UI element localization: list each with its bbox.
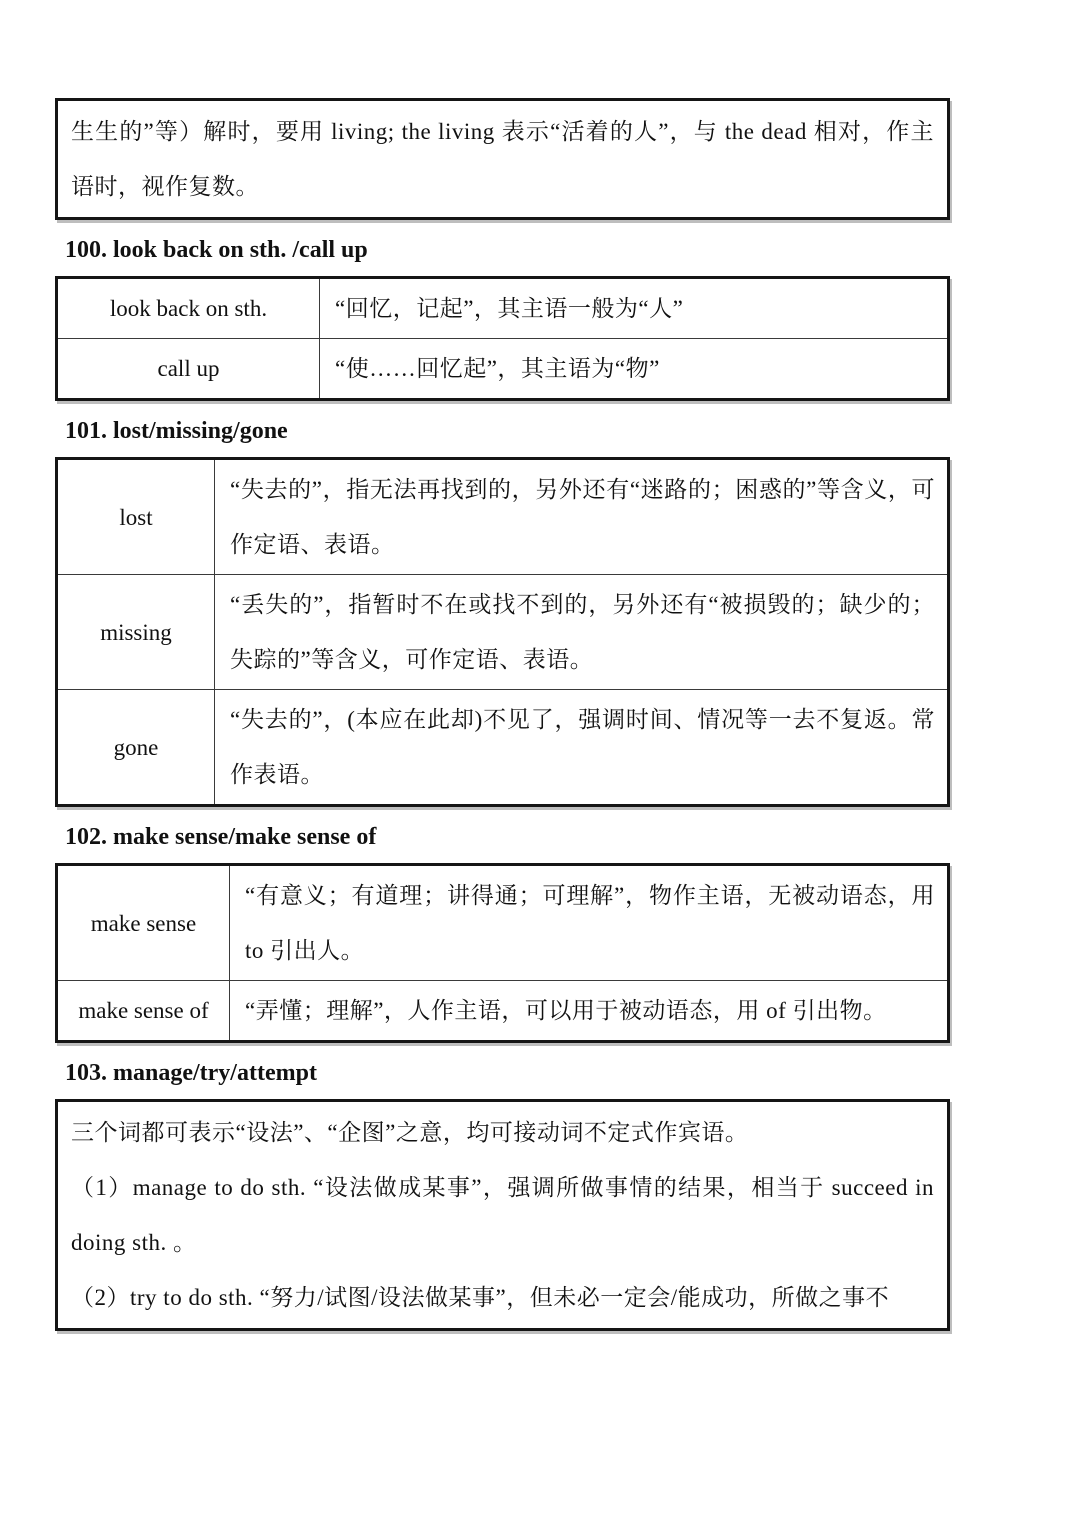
definition-cell: “有意义；有道理；讲得通；可理解”，物作主语，无被动语态，用 to 引出人。 xyxy=(230,865,949,981)
page-content xyxy=(55,98,950,1331)
section-heading-100: 100. look back on sth. /call up xyxy=(65,237,368,263)
table-row xyxy=(57,981,949,1042)
table-row xyxy=(57,339,949,400)
term-cell: make sense xyxy=(57,865,230,981)
continuation-note-box xyxy=(55,98,950,220)
definition-cell: “失去的”，(本应在此却)不见了，强调时间、情况等一去不复返。常作表语。 xyxy=(215,690,949,806)
note-paragraph: 三个词都可表示“设法”、“企图”之意，均可接动词不定式作宾语。 xyxy=(71,1120,749,1145)
table-lost-missing-gone xyxy=(55,457,950,807)
definition-cell: “失去的”，指无法再找到的，另外还有“迷路的；困惑的”等含义，可作定语、表语。 xyxy=(215,459,949,575)
table-row xyxy=(57,690,949,806)
term-cell: lost xyxy=(57,459,215,575)
definition-cell: “回忆，记起”，其主语一般为“人” xyxy=(320,278,949,339)
definition-cell: “丢失的”，指暂时不在或找不到的，另外还有“被损毁的；缺少的；失踪的”等含义，可作定语、表语。 xyxy=(215,575,949,690)
section-heading-102: 102. make sense/make sense of xyxy=(65,824,377,850)
definition-cell: “使……回忆起”，其主语为“物” xyxy=(320,339,949,400)
table-row xyxy=(57,278,949,339)
table-row xyxy=(57,459,949,575)
table-row xyxy=(57,575,949,690)
term-cell: call up xyxy=(57,339,320,400)
note-paragraph: （2）try to do sth. “努力/试图/设法做某事”，但未必一定会/能成功，所做之事不 xyxy=(71,1285,890,1310)
table-look-back-call-up xyxy=(55,276,950,401)
term-cell: make sense of xyxy=(57,981,230,1042)
section-heading-101: 101. lost/missing/gone xyxy=(65,418,288,444)
continuation-text: 生生的”等）解时，要用 living; the living 表示“活着的人”，与 the dead 相对，作主语时，视作复数。 xyxy=(71,119,934,199)
note-paragraph: （1）manage to do sth. “设法做成某事”，强调所做事情的结果，相当于 succeed in doing sth. 。 xyxy=(71,1175,934,1255)
term-cell: look back on sth. xyxy=(57,278,320,339)
term-cell: missing xyxy=(57,575,215,690)
term-cell: gone xyxy=(57,690,215,806)
manage-try-attempt-note-box xyxy=(55,1099,950,1331)
definition-cell: “弄懂；理解”，人作主语，可以用于被动语态，用 of 引出物。 xyxy=(230,981,949,1042)
table-row xyxy=(57,865,949,981)
table-make-sense xyxy=(55,863,950,1043)
section-heading-103: 103. manage/try/attempt xyxy=(65,1060,317,1086)
